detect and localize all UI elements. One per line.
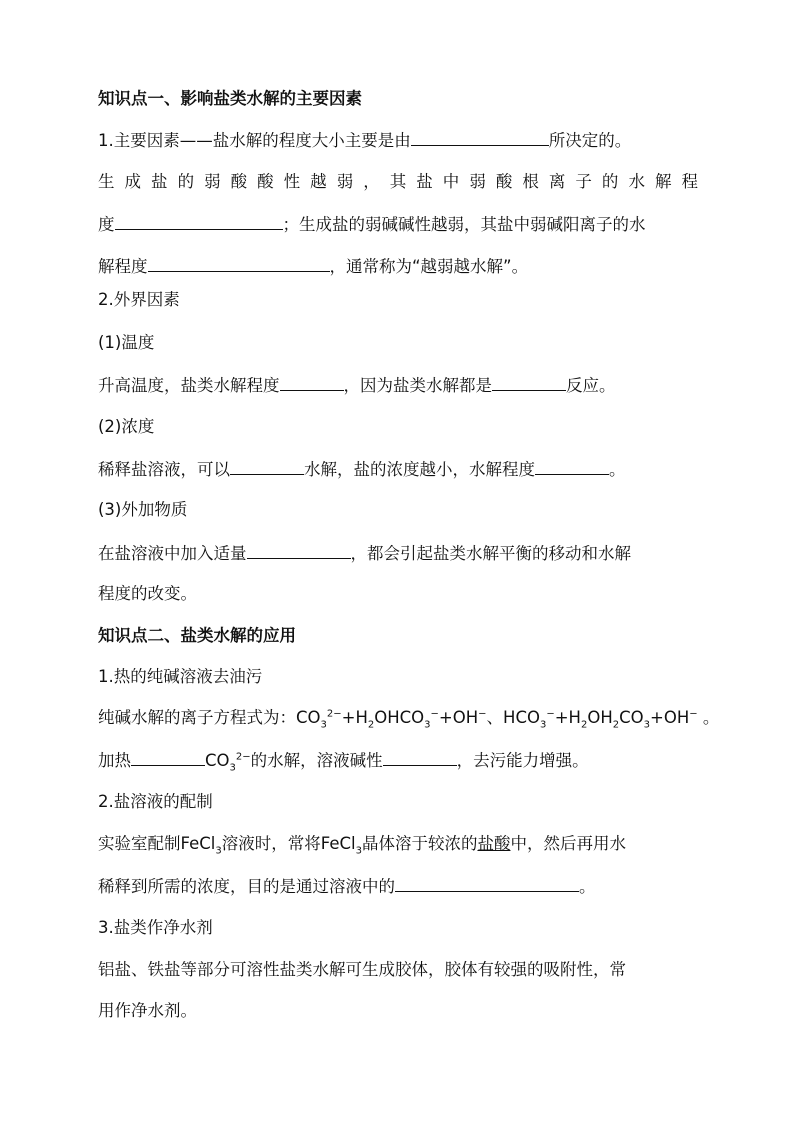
fill-blank[interactable] (492, 375, 566, 391)
text: ，因为盐类水解都是 (343, 376, 492, 395)
fill-blank[interactable] (395, 876, 579, 892)
superscript: − (546, 708, 555, 720)
section-heading-2: 知识点二、盐类水解的应用 (98, 626, 296, 645)
text: 的水解，溶液碱性 (250, 751, 383, 770)
subscript: 3 (355, 845, 362, 857)
paragraph-line: 程度的改变。 (98, 584, 197, 603)
paragraph-line: 3.盐类作净水剂 (98, 918, 213, 937)
fill-blank[interactable] (230, 459, 304, 475)
text: +H (554, 708, 581, 727)
superscript: − (689, 708, 698, 720)
superscript: − (478, 708, 487, 720)
text: 中，然后再用水 (510, 834, 626, 853)
text: 水解，盐的浓度越小，水解程度 (304, 460, 535, 479)
text: 实验室配制FeCl (98, 834, 216, 853)
text: 加热 (98, 751, 131, 770)
text: CO (205, 751, 230, 770)
paragraph-line: 用作净水剂。 (98, 1001, 197, 1020)
text: 解程度 (98, 257, 148, 276)
subscript: 3 (320, 719, 327, 731)
paragraph-line: 铝盐、铁盐等部分可溶性盐类水解可生成胶体，胶体有较强的吸附性，常 (98, 960, 626, 979)
text: +H (341, 708, 368, 727)
text: 稀释盐溶液，可以 (98, 460, 230, 479)
fill-blank[interactable] (148, 256, 330, 272)
paragraph-line (98, 750, 698, 774)
text: 稀释到所需的浓度，目的是通过溶液中的 (98, 877, 395, 896)
paragraph-line: 2.盐溶液的配制 (98, 792, 213, 811)
text: ，通常称为“越弱越水解”。 (329, 257, 529, 276)
paragraph-line: 1.热的纯碱溶液去油污 (98, 667, 263, 686)
paragraph-line (98, 543, 698, 564)
subscript: 2 (367, 719, 375, 731)
text: 反应。 (566, 376, 616, 395)
ionic-equation-line (98, 708, 720, 731)
text: 、HCO (486, 708, 540, 727)
paragraph-line: (2)浓度 (98, 417, 155, 436)
paragraph-line (98, 130, 698, 151)
text: ，去污能力增强。 (456, 751, 589, 770)
paragraph-line (98, 256, 698, 277)
text: 。 (579, 877, 596, 896)
fill-blank[interactable] (131, 750, 205, 766)
fill-blank[interactable] (535, 459, 609, 475)
text: 1.主要因素——盐水解的程度大小主要是由 (98, 131, 411, 150)
text: 。 (697, 708, 720, 727)
subscript: 3 (215, 845, 222, 857)
subscript: 3 (539, 719, 547, 731)
text: 所决定的。 (548, 131, 632, 150)
fill-blank[interactable] (247, 543, 351, 559)
fill-blank[interactable] (115, 214, 283, 230)
text: OH (587, 708, 613, 727)
paragraph-line: 2.外界因素 (98, 290, 180, 309)
text: CO (619, 708, 644, 727)
superscript: − (430, 708, 439, 720)
subscript: 3 (229, 762, 236, 774)
subscript: 2 (580, 719, 588, 731)
fill-blank[interactable] (411, 130, 549, 146)
subscript: 3 (424, 719, 431, 731)
underlined-text: 盐酸 (477, 834, 511, 853)
text: +OH (438, 708, 479, 727)
paragraph-line (98, 375, 698, 396)
paragraph-line: (1)温度 (98, 333, 155, 352)
text: ；生成盐的弱碱碱性越弱，其盐中弱碱阳离子的水 (282, 215, 646, 234)
text: ，都会引起盐类水解平衡的移动和水解 (350, 544, 631, 563)
superscript: 2− (235, 751, 251, 763)
subscript: 2 (612, 719, 620, 731)
paragraph-line (98, 214, 698, 235)
paragraph-line (98, 834, 698, 857)
paragraph-line: 生成盐的弱酸酸性越弱，其盐中弱酸根离子的水解程 (98, 172, 698, 191)
text: 纯碱水解的离子方程式为：CO (98, 708, 321, 727)
text: OHCO (374, 708, 425, 727)
fill-blank[interactable] (280, 375, 344, 391)
text: 升高温度，盐类水解程度 (98, 376, 280, 395)
text: 晶体溶于较浓的 (361, 834, 478, 853)
text: 溶液时，常将FeCl (221, 834, 356, 853)
subscript: 3 (643, 719, 651, 731)
fill-blank[interactable] (383, 750, 457, 766)
paragraph-line (98, 459, 698, 480)
text: +OH (650, 708, 690, 727)
superscript: 2− (326, 708, 342, 720)
paragraph-line (98, 876, 698, 897)
text: 在盐溶液中加入适量 (98, 544, 247, 563)
text: 度 (98, 215, 115, 234)
text: 。 (609, 460, 626, 479)
section-heading-1: 知识点一、影响盐类水解的主要因素 (98, 89, 362, 108)
paragraph-line: (3)外加物质 (98, 500, 188, 519)
